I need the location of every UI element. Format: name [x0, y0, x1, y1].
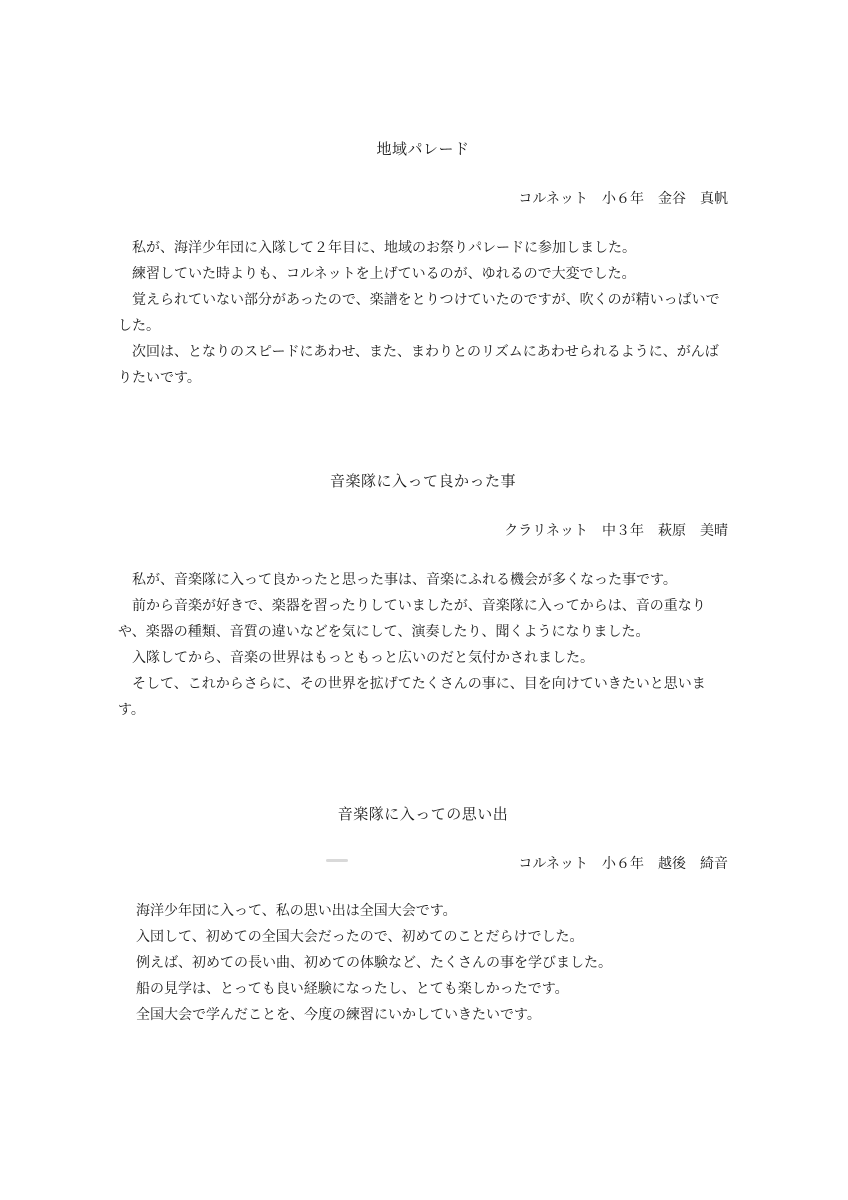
essay-body [118, 898, 728, 1028]
essay-title: 音楽隊に入っての思い出 [337, 805, 509, 823]
paragraph: 海洋少年団に入って、私の思い出は全国大会です。 [136, 903, 457, 919]
paragraph: 覚えられていない部分があったので、楽譜をとりつけていたのですが、吹くのが精いっぱいでした。 [118, 292, 720, 334]
essay-title: 音楽隊に入って良かった事 [329, 472, 516, 490]
essay-chiiki-parade [118, 137, 728, 391]
essay-byline: コルネット 小６年 金谷 真帆 [518, 191, 728, 207]
paragraph: そして、これからさらに、その世界を拡げてたくさんの事に、目を向けていきたいと思います。 [118, 676, 706, 718]
paragraph: 私が、海洋少年団に入隊して２年目に、地域のお祭りパレードに参加しました。 [132, 240, 636, 256]
paragraph: 全国大会で学んだことを、今度の練習にいかしていきたいです。 [136, 1007, 541, 1023]
essay-byline: クラリネット 中３年 萩原 美晴 [504, 523, 728, 539]
paragraph: 船の見学は、とっても良い経験になったし、とても楽しかったです。 [136, 981, 569, 997]
paragraph: 入団して、初めての全国大会だったので、初めてのことだらけでした。 [136, 929, 584, 945]
paragraph: 前から音楽が好きで、楽器を習ったりしていましたが、音楽隊に入ってからは、音の重なりや、楽器の種類、音質の違いなどを気にして、演奏したり、聞くようになりました。 [118, 598, 706, 640]
paragraph: 次回は、となりのスピードにあわせ、また、まわりとのリズムにあわせられるように、がんばりたいです。 [118, 344, 719, 386]
paragraph: 私が、音楽隊に入って良かったと思った事は、音楽にふれる機会が多くなった事です。 [132, 572, 677, 588]
paragraph: 例えば、初めての長い曲、初めての体験など、たくさんの事を学びました。 [136, 955, 612, 971]
essay-title: 地域パレード [376, 140, 470, 158]
essay-body [118, 235, 728, 391]
essay-body [118, 567, 728, 723]
paragraph: 入隊してから、音楽の世界はもっともっと広いのだと気付かされました。 [132, 650, 594, 666]
paragraph: 練習していた時よりも、コルネットを上げているのが、ゆれるので大変でした。 [132, 266, 636, 282]
essay-ongakutai-yokatta [118, 469, 728, 723]
essay-ongakutai-omoide [118, 802, 728, 1028]
essay-byline: コルネット 小６年 越後 綺音 [518, 856, 728, 872]
